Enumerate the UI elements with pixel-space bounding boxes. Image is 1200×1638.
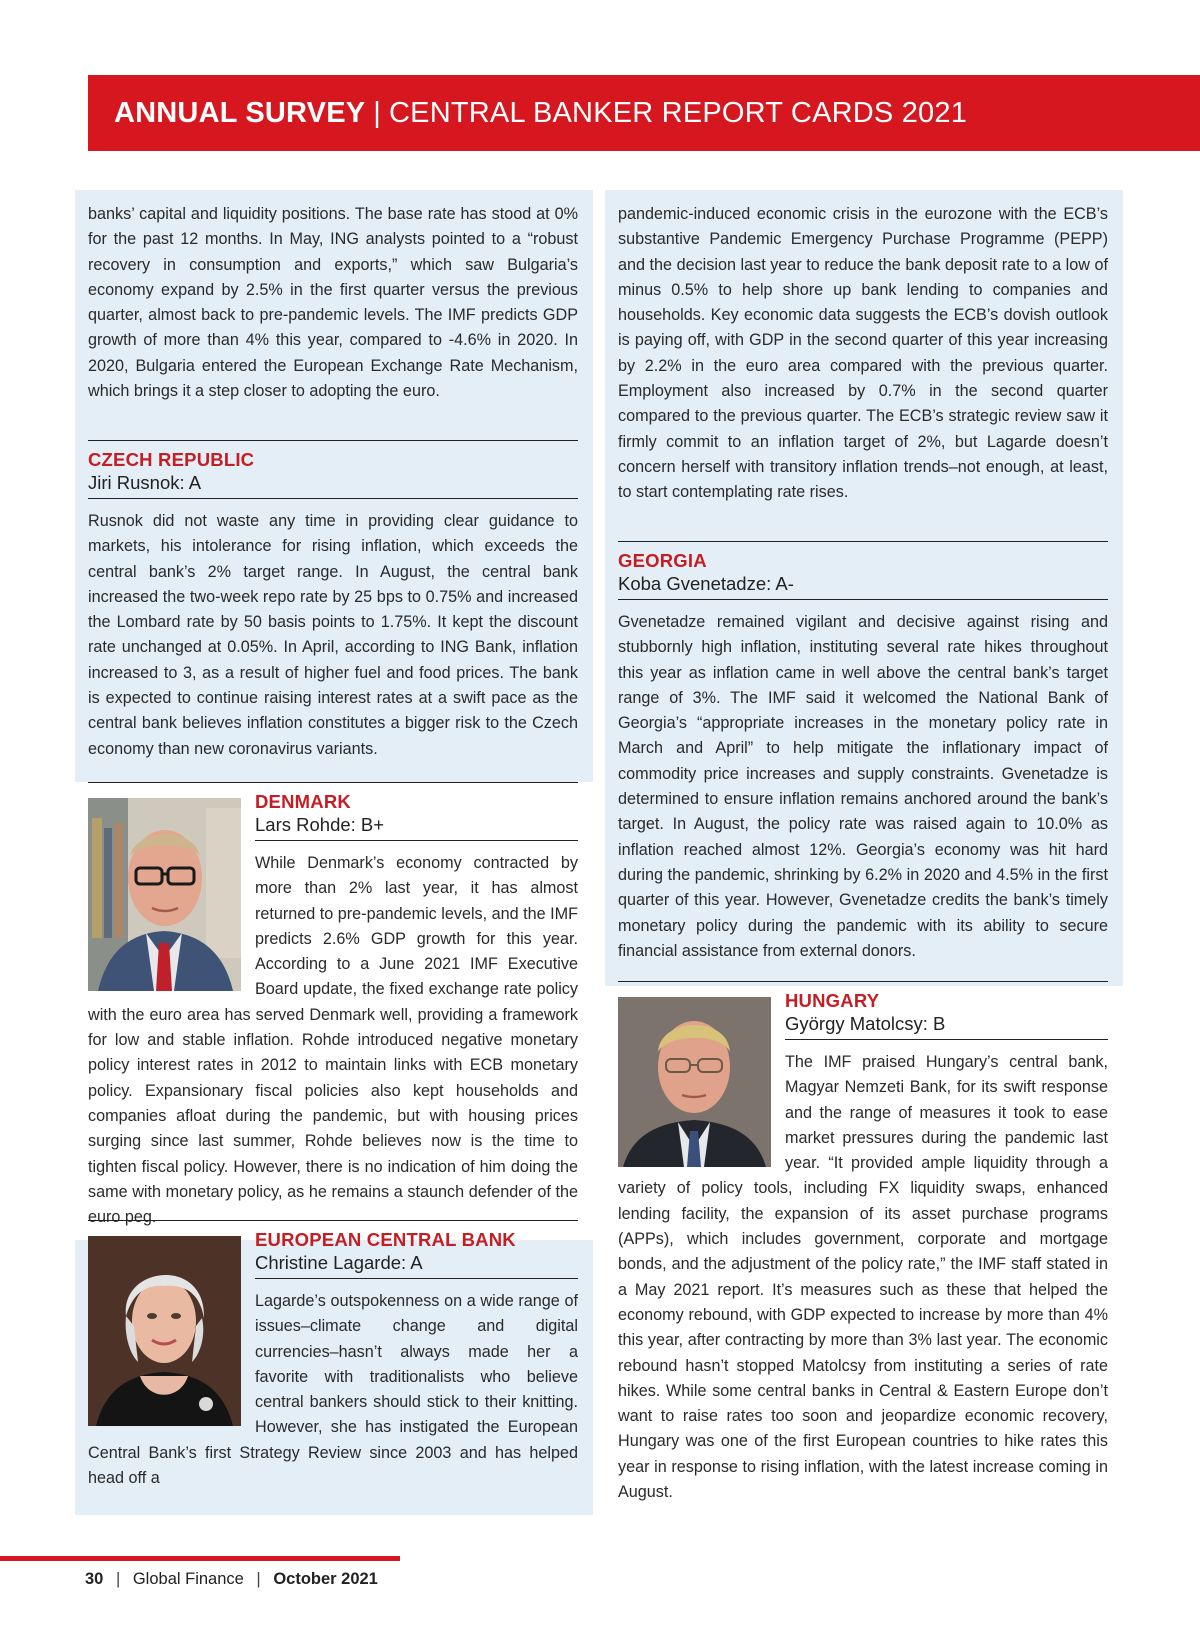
bulgaria-continued-text: banks’ capital and liquidity positions. The base rate has stood at 0% for the past 12 months. In May, ING analysts pointed to a “robust recovery in consumption and exports,” which saw Bulgaria’s economy expand by 2.5% in the first quarter versus the previous quarter, almost back to pre-pandemic levels. The IMF predicts GDP growth of more than 4% this year, compared to -4.6% in 2020. In 2020, Bulgaria entered the European Exchange Rate Mechanism, which brings it a step closer to adopting the euro.: [88, 205, 578, 401]
page-title: CENTRAL BANKER REPORT CARDS 2021: [389, 96, 968, 129]
page-number: 30: [85, 1570, 104, 1588]
ecb-section: [88, 1220, 578, 1491]
section-rule: [88, 498, 578, 499]
country-heading: EUROPEAN CENTRAL BANK: [255, 1229, 516, 1250]
banker-grade: György Matolcsy: B: [785, 1013, 946, 1034]
denmark-section: [88, 782, 578, 1230]
hungary-heading-block: [785, 982, 1108, 1040]
issue-date: October 2021: [273, 1570, 378, 1588]
country-heading: HUNGARY: [785, 990, 880, 1011]
czech-text: Rusnok did not waste any time in providing clear guidance to markets, his intolerance for rising inflation, which exceeds the central bank’s 2% target range. In August, the central bank increased the two-week repo rate by 25 bps to 0.75% and increased the Lombard rate by 50 basis points to 1.75%. It kept the discount rate unchanged at 0.05%. In April, according to ING Bank, inflation increased to 3, as a result of higher fuel and food prices. The bank is expected to continue raising interest rates at a swift pace as the central bank believes inflation constitutes a bigger risk to the Czech economy than new coronavirus variants.: [88, 512, 578, 758]
ecb-continued-text: pandemic-induced economic crisis in the eurozone with the ECB’s substantive Pandemic Emergency Purchase Programme (PEPP) and the decision last year to reduce the bank deposit rate to a low of minus 0.5% to help shore up bank lending to companies and households. Key economic data suggests the ECB’s dovish outlook is paying off, with GDP in the second quarter of this year increasing by 2.2% in the euro area compared with the previous quarter. Employment also increased by 0.7% in the second quarter compared to the previous quarter. The ECB’s strategic review saw it firmly commit to an inflation target of 2%, but Lagarde doesn’t concern herself with transitory inflation trends–not enough, at least, to start contemplating rate rises.: [618, 205, 1108, 502]
section-label: ANNUAL SURVEY: [114, 96, 366, 129]
banker-grade: Koba Gvenetadze: A-: [618, 573, 794, 594]
section-rule: [255, 840, 578, 841]
footer-separator: |: [256, 1570, 261, 1588]
left-column: [88, 202, 578, 404]
header-separator: |: [373, 96, 382, 129]
denmark-heading-block: [255, 783, 578, 841]
section-rule: [785, 1039, 1108, 1040]
page-footer: [85, 1570, 378, 1589]
georgia-text: Gvenetadze remained vigilant and decisive against rising and stubbornly high inflation, instituting several rate hikes throughout this year as inflation came in well above the central bank’s target range of 3%. The IMF said it welcomed the National Bank of Georgia’s “appropriate increases in the monetary policy rate in March and April” to help mitigate the inflationary impact of commodity price increases and supply constraints. Gvenetadze is determined to ensure inflation remains anchored around the bank’s target. In August, the policy rate was raised again to 10.0% as inflation reached almost 12%. Georgia’s economy was hit hard during the pandemic, shrinking by 6.2% in 2020 and 4.5% in the first quarter of this year. However, Gvenetadze credits the bank’s timely monetary policy during the pandemic with its ability to secure financial assistance from external donors.: [618, 613, 1108, 960]
denmark-text: While Denmark’s economy contracted by more than 2% last year, it has almost returned to pre-pandemic levels, and the IMF predicts 2.6% GDP growth for this year. According to a June 2021 IMF Executive Board update, the fixed exchange rate policy with the euro area has served Denmark well, providing a framework for low and stable inflation. Rohde introduced negative monetary policy interest rates in 2012 to maintain links with ECB monetary policy. Expansionary fiscal policies also kept households and companies afloat during the pandemic, but with housing prices surging since last summer, Rohde believes now is the time to tighten fiscal policy. However, there is no indication of him doing the same with monetary policy, as he remains a staunch defender of the euro peg.: [88, 854, 579, 1227]
section-rule: [618, 541, 1108, 542]
right-column: [618, 202, 1108, 506]
header-banner: [88, 75, 1200, 151]
section-rule: [618, 599, 1108, 600]
section-rule: [255, 1278, 578, 1279]
publication-name: Global Finance: [132, 1570, 244, 1588]
country-heading: CZECH REPUBLIC: [88, 449, 255, 470]
lars-rohde-photo: [88, 798, 241, 991]
footer-separator: |: [115, 1570, 121, 1588]
georgia-section: [618, 541, 1108, 964]
gyorgy-matolcsy-photo: [618, 997, 771, 1167]
banker-grade: Lars Rohde: B+: [255, 814, 385, 835]
ecb-heading-block: [255, 1221, 578, 1279]
footer-accent-line: [0, 1556, 400, 1561]
section-rule: [88, 440, 578, 441]
hungary-section: [618, 981, 1108, 1505]
country-heading: GEORGIA: [618, 550, 707, 571]
banker-grade: Jiri Rusnok: A: [88, 472, 202, 493]
ecb-text: Lagarde’s outspokenness on a wide range of issues–climate change and digital currencies–hasn’t always made her a favorite with traditionalists who believe central bankers should stick to their knitting. However, she has instigated the European Central Bank’s first Strategy Review since 2003 and has helped head off a: [88, 1292, 578, 1488]
hungary-text: The IMF praised Hungary’s central bank, Magyar Nemzeti Bank, for its swift response and the range of measures it took to ease market pressures during the pandemic last year. “It provided ample liquidity through a variety of policy tools, including FX liquidity swaps, enhanced lending facility, the expansion of its asset purchase programs (APPs), which includes government, corporate and mortgage bonds, and the adjustment of the policy rate,” the IMF staff stated in a May 2021 report. It’s measures such as these that helped the economy rebound, with GDP expected to increase by more than 4% this year, after contracting by more than 3% last year. The economic rebound hasn’t stopped Matolcsy from instituting a series of rate hikes. While some central banks in Central & Eastern Europe don’t want to raise rates too soon and jeopardize economic recovery, Hungary was one of the first European countries to hike rates this year in response to rising inflation, with the latest increase coming in August.: [618, 1053, 1108, 1502]
czech-section: [88, 440, 578, 762]
banker-grade: Christine Lagarde: A: [255, 1252, 423, 1273]
christine-lagarde-photo: [88, 1236, 241, 1426]
country-heading: DENMARK: [255, 791, 351, 812]
